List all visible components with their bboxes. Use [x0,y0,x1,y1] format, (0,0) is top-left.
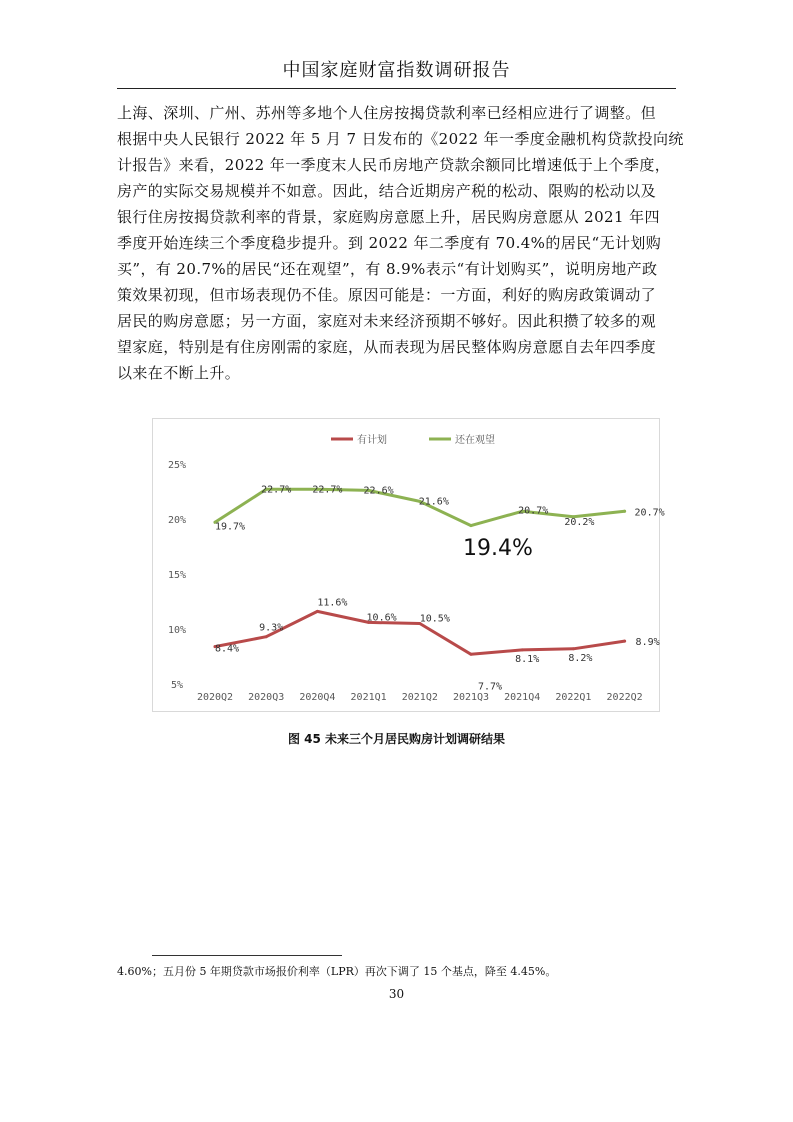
footnote-text: 4.60%；五月份 5 年期贷款市场报价利率（LPR）再次下调了 15 个基点，降至 4.45%。 [117,965,557,978]
body-line: 上海、深圳、广州、苏州等多地个人住房按揭贷款利率已经相应进行了调整。但 [117,104,657,122]
legend-label: 还在观望 [455,435,495,446]
y-tick-label: 25% [167,460,187,471]
data-point [470,653,473,656]
data-point [572,647,575,650]
body-line: 根据中央人民银行 2022 年 5 月 7 日发布的《2022 年一季度金融机构贷款投向统 [117,130,684,148]
data-label: 22.7% [261,484,292,496]
body-line: 以来在不断上升。 [117,364,241,382]
figure-caption: 图 45 未来三个月居民购房计划调研结果 [287,732,506,746]
body-line: 买”，有 20.7%的居民“还在观望”，有 8.9%表示“有计划购买”，说明房地产政 [117,260,658,278]
x-tick-label: 2022Q2 [606,692,643,703]
data-label: 9.3% [259,622,284,634]
body-line: 望家庭，特别是有住房刚需的家庭，从而表现为居民整体购房意愿自去年四季度 [117,338,657,356]
data-label: 11.6% [317,597,348,609]
x-tick-label: 2020Q3 [248,692,285,703]
data-label: 19.7% [214,521,246,533]
x-tick-label: 2020Q2 [196,692,234,703]
data-point [623,640,626,643]
body-line: 季度开始连续三个季度稳步提升。到 2022 年二季度有 70.4%的居民“无计划购 [117,234,662,252]
x-tick-label: 2021Q3 [452,692,490,703]
data-label: 20.7% [634,507,665,519]
data-point [521,648,524,651]
data-label: 22.6% [363,485,394,497]
y-tick-label: 5% [170,680,184,691]
body-line: 策效果初现，但市场表现仍不佳。原因可能是：一方面，利好的购房政策调动了 [117,286,657,304]
data-point [470,524,473,527]
purchase-plan-chart [152,418,665,712]
x-tick-label: 2022Q1 [555,692,592,703]
page-header-title: 中国家庭财富指数调研报告 [282,60,511,81]
footnote-divider [152,955,342,956]
body-line: 计报告》来看，2022 年一季度末人民币房地产贷款余额同比增速低于上个季度， [117,156,671,174]
data-label: 8.1% [515,653,540,665]
data-label: 22.7% [312,484,343,496]
line-chart-svg [153,419,665,711]
data-label: 10.5% [419,613,450,625]
x-tick-label: 2020Q4 [299,692,336,703]
legend-label: 有计划 [357,435,387,446]
data-point [265,635,268,638]
body-line: 房产的实际交易规模并不如意。因此，结合近期房产税的松动、限购的松动以及 [117,182,657,200]
x-tick-label: 2021Q1 [350,692,387,703]
body-line: 银行住房按揭贷款利率的背景，家庭购房意愿上升，居民购房意愿从 2021 年四 [117,208,660,226]
data-label: 8.2% [568,652,593,664]
data-label-highlight: 19.4% [463,536,533,561]
data-label: 21.6% [418,496,449,508]
y-tick-label: 10% [167,625,187,636]
data-label: 8.4% [214,643,240,655]
body-line: 居民的购房意愿；另一方面，家庭对未来经济预期不够好。因此积攒了较多的观 [117,312,657,330]
page-number: 30 [388,987,405,1001]
x-tick-label: 2021Q4 [504,692,541,703]
data-point [316,610,319,613]
data-label: 20.7% [518,505,549,517]
x-tick-label: 2021Q2 [401,692,438,703]
y-tick-label: 15% [167,570,187,581]
data-point [623,510,626,513]
header-divider [117,88,676,89]
data-label: 8.9% [635,637,660,649]
data-label: 20.2% [564,516,595,528]
data-label: 10.6% [366,612,397,624]
data-label: 7.7% [477,681,503,693]
y-tick-label: 20% [167,515,187,526]
body-paragraph [117,100,684,386]
